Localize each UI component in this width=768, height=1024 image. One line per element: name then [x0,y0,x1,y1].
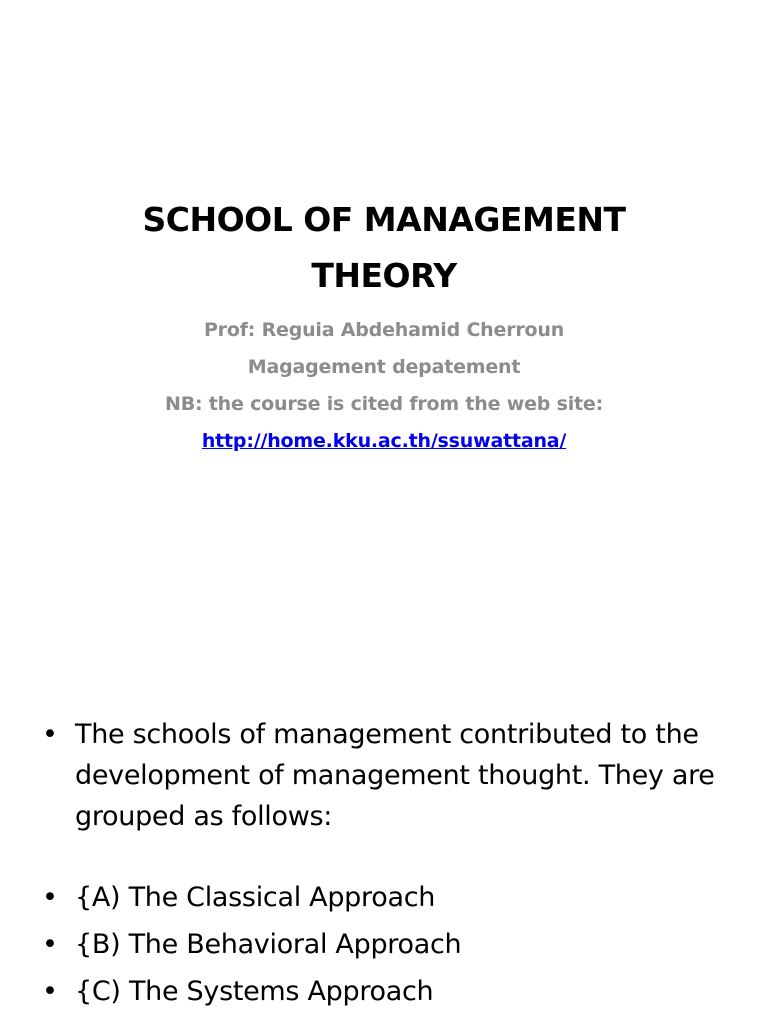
slide-title [0,192,768,304]
bullet-list [42,714,742,1018]
approach-a: {A) The Classical Approach [75,882,436,913]
author-line: Prof: Reguia Abdehamid Cherroun [203,319,565,341]
list-item [42,971,742,1012]
title-line-2: THEORY [311,256,457,295]
list-item [42,924,742,965]
approach-c: {C) The Systems Approach [75,976,434,1007]
list-item [42,714,742,837]
list-item [42,877,742,918]
content-slide [0,576,768,1024]
title-line-1: SCHOOL OF MANAGEMENT [142,200,626,239]
source-link-line [0,423,768,460]
bullet-marker: • [42,929,58,960]
source-link[interactable]: http://home.kku.ac.th/ssuwattana/ [201,430,567,452]
slide-subtitle [0,312,768,460]
bullet-marker: • [42,719,58,750]
approach-b: {B) The Behavioral Approach [75,929,462,960]
bullet-marker: • [42,976,58,1007]
intro-text: The schools of management contributed to the development of management thought. They are grouped as follows: [75,719,715,832]
bullet-marker: • [42,882,58,913]
department-line: Magagement depatement [247,356,521,378]
source-note: NB: the course is cited from the web site: [165,393,603,415]
